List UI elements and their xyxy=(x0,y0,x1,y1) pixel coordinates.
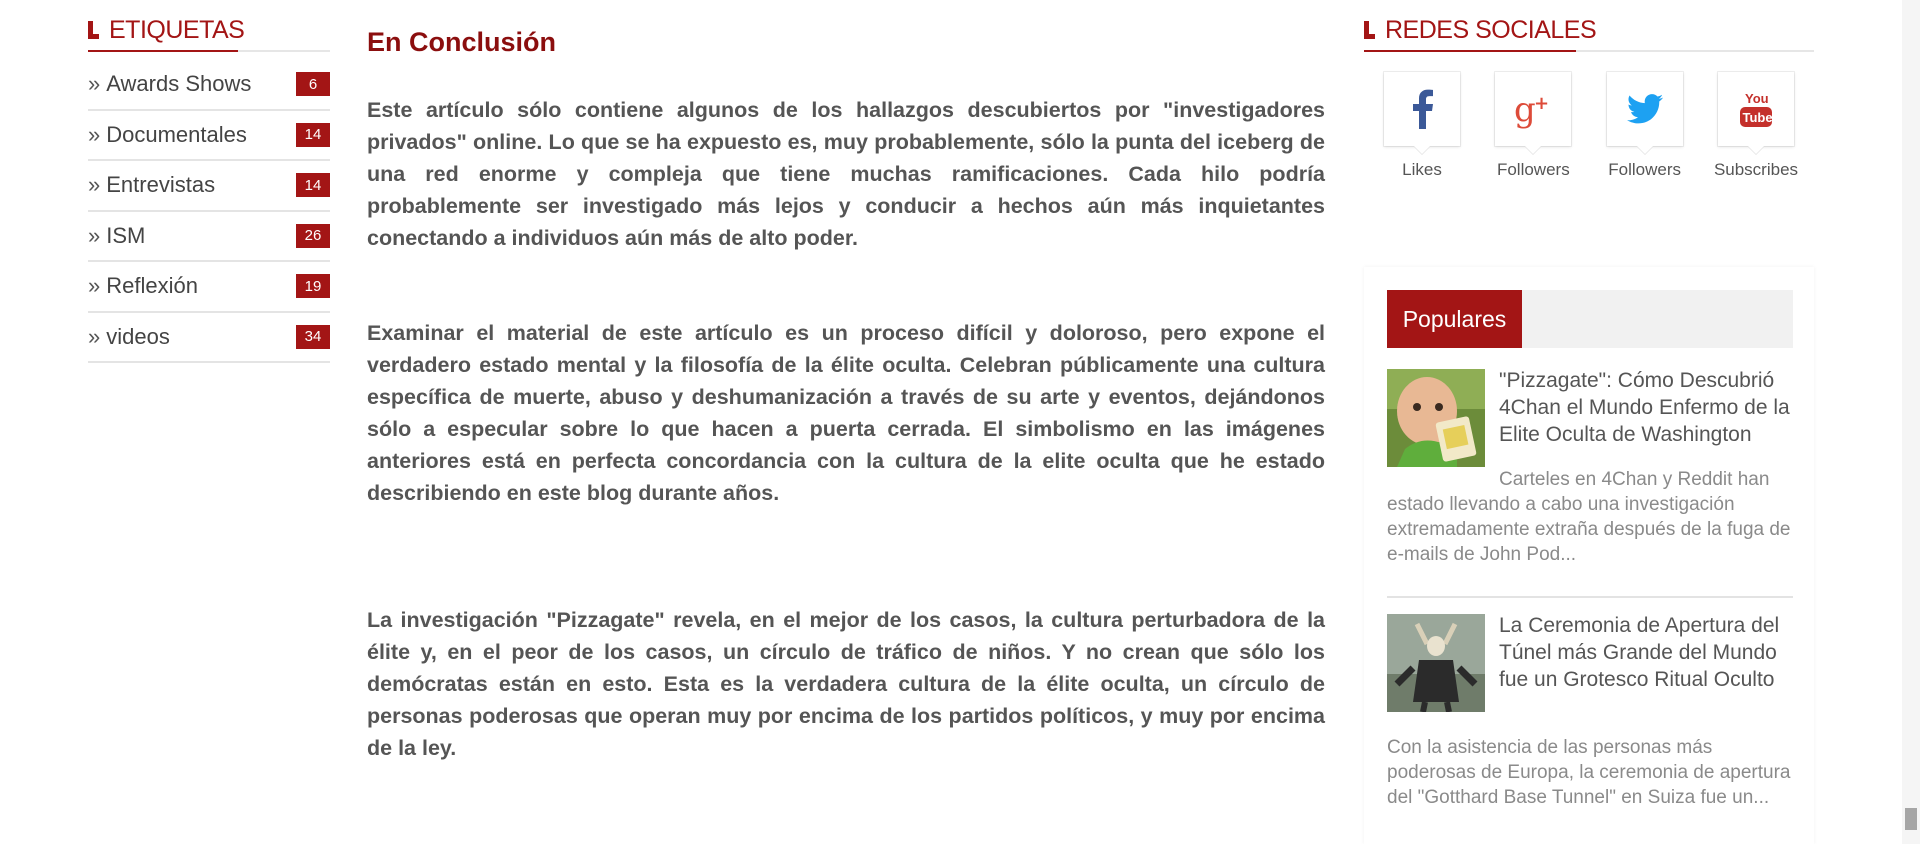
social-count-label: Followers xyxy=(1496,160,1570,179)
social-icon-box[interactable] xyxy=(1495,72,1571,146)
social-count-label: Subscribes xyxy=(1713,160,1799,179)
tag-item-reflexion[interactable] xyxy=(88,262,330,313)
social-google-plus[interactable] xyxy=(1495,72,1571,180)
popular-posts-widget xyxy=(1364,267,1814,844)
svg-text:+: + xyxy=(1534,93,1550,114)
header-accent-underline xyxy=(88,50,238,52)
post-title-link[interactable]: "Pizzagate": Cómo Descubrió 4Chan el Mundo Enfermo de la Elite Oculta de Washington xyxy=(1499,369,1790,446)
tag-label[interactable]: Awards Shows xyxy=(106,71,252,97)
social-icon-box[interactable] xyxy=(1384,72,1460,146)
tags-widget-header xyxy=(88,10,330,52)
double-chevron-right-icon: » xyxy=(88,222,101,248)
tag-label[interactable]: Documentales xyxy=(106,121,247,147)
widget-header-mark-icon xyxy=(88,21,99,39)
tab-populares[interactable]: Populares xyxy=(1387,290,1522,348)
tag-count-badge: 6 xyxy=(296,72,330,96)
ceremony-thumbnail-image xyxy=(1387,614,1485,712)
tag-label[interactable]: Reflexión xyxy=(106,273,198,299)
tag-item-awards-shows[interactable] xyxy=(88,60,330,111)
post-divider xyxy=(1387,596,1793,598)
post-excerpt: Con la asistencia de las personas más poderosas de Europa, la ceremonia de apertura del "Gotthard Base Tunnel" en Suiza fue un... xyxy=(1387,737,1791,808)
page-scrollbar[interactable] xyxy=(1902,0,1920,844)
facebook-icon xyxy=(1409,89,1435,129)
social-icon-box[interactable] xyxy=(1607,72,1683,146)
google-plus-icon xyxy=(1513,89,1553,129)
tag-item-ism[interactable] xyxy=(88,212,330,263)
tag-count-badge: 34 xyxy=(296,325,330,349)
tag-label[interactable]: ISM xyxy=(106,222,146,248)
baby-thumbnail-image xyxy=(1387,369,1485,467)
double-chevron-right-icon: » xyxy=(88,273,101,299)
social-icon-box[interactable] xyxy=(1718,72,1794,146)
tag-list xyxy=(88,60,330,363)
header-accent-underline xyxy=(1364,50,1576,52)
social-count-label: Followers xyxy=(1608,160,1682,179)
tag-label[interactable]: videos xyxy=(106,323,170,349)
tag-count-badge: 14 xyxy=(296,123,330,147)
twitter-icon xyxy=(1627,94,1663,124)
article-paragraph: Examinar el material de este artículo es un proceso difícil y doloroso, pero expone el verdadero estado mental y la filosofía de la élite oculta. Celebran públicamente una cultura específica de muerte, abuso y deshumanización a través de su arte y eventos, dejándonos sólo a especular sobre lo que hacen a puerta cerrada. El simbolismo en las imágenes anteriores está en perfecta concordancia con la cultura de la elite oculta que he estado describiendo en este blog durante años. xyxy=(367,321,1325,505)
svg-text:g: g xyxy=(1514,90,1537,129)
tag-count-badge: 14 xyxy=(296,173,330,197)
post-excerpt: Carteles en 4Chan y Reddit han estado llevando a cabo una investigación extremadamente extraña después de la fuga de e-mails de John Pod... xyxy=(1387,469,1791,565)
social-twitter[interactable] xyxy=(1607,72,1683,180)
post-thumbnail[interactable] xyxy=(1387,614,1485,712)
tag-link xyxy=(88,71,251,97)
tags-widget xyxy=(88,10,330,363)
tag-item-entrevistas[interactable] xyxy=(88,161,330,212)
svg-text:Tube: Tube xyxy=(1742,110,1773,125)
popular-tabs-bar xyxy=(1387,290,1793,348)
tag-link xyxy=(88,172,215,198)
social-count-label: Likes xyxy=(1402,160,1442,179)
tag-link xyxy=(88,122,247,148)
social-widget-title: REDES SOCIALES xyxy=(1385,15,1597,44)
article-section-heading: En Conclusión xyxy=(367,27,556,57)
social-widget xyxy=(1364,10,1814,180)
double-chevron-right-icon: » xyxy=(88,71,101,97)
tag-count-badge: 19 xyxy=(296,274,330,298)
tag-link xyxy=(88,324,170,350)
widget-header-mark-icon xyxy=(1364,21,1375,39)
tag-link xyxy=(88,223,145,249)
youtube-icon xyxy=(1739,89,1773,129)
svg-text:You: You xyxy=(1744,91,1769,106)
tag-link xyxy=(88,273,198,299)
article-paragraph: Este artículo sólo contiene algunos de los hallazgos descubiertos por "investigadores privados" online. Lo que se ha expuesto es, muy probablemente, sólo la punta del iceberg de una red enorme y compleja que tiene muchas ramificaciones. Cada hilo podría probablemente ser investigado más lejos y conducir a hechos aún más inquietantes conectando a individuos aún más de alto poder. xyxy=(367,98,1325,250)
social-youtube[interactable] xyxy=(1713,72,1799,180)
tag-label[interactable]: Entrevistas xyxy=(106,172,216,198)
post-thumbnail[interactable] xyxy=(1387,369,1485,467)
social-widget-header xyxy=(1364,10,1814,52)
double-chevron-right-icon: » xyxy=(88,323,101,349)
tag-item-documentales[interactable] xyxy=(88,111,330,162)
scrollbar-thumb[interactable] xyxy=(1905,808,1917,830)
double-chevron-right-icon: » xyxy=(88,172,101,198)
tag-item-videos[interactable] xyxy=(88,313,330,364)
article-paragraph: La investigación "Pizzagate" revela, en el mejor de los casos, la cultura perturbadora de la élite y, en el peor de los casos, un círculo de tráfico de niños. Y no crean que sólo los demócratas están en esto. Esta es la verdadera cultura de la élite oculta, un círculo de personas poderosas que operan muy por encima de los partidos políticos, y muy por encima de la ley. xyxy=(367,608,1325,760)
social-facebook[interactable] xyxy=(1384,72,1460,180)
social-counters xyxy=(1364,72,1814,180)
tags-widget-title: ETIQUETAS xyxy=(109,15,245,44)
double-chevron-right-icon: » xyxy=(88,121,101,147)
article-body xyxy=(367,24,1325,760)
tag-count-badge: 26 xyxy=(296,224,330,248)
post-title-link[interactable]: La Ceremonia de Apertura del Túnel más Grande del Mundo fue un Grotesco Ritual Oculto xyxy=(1499,614,1780,691)
